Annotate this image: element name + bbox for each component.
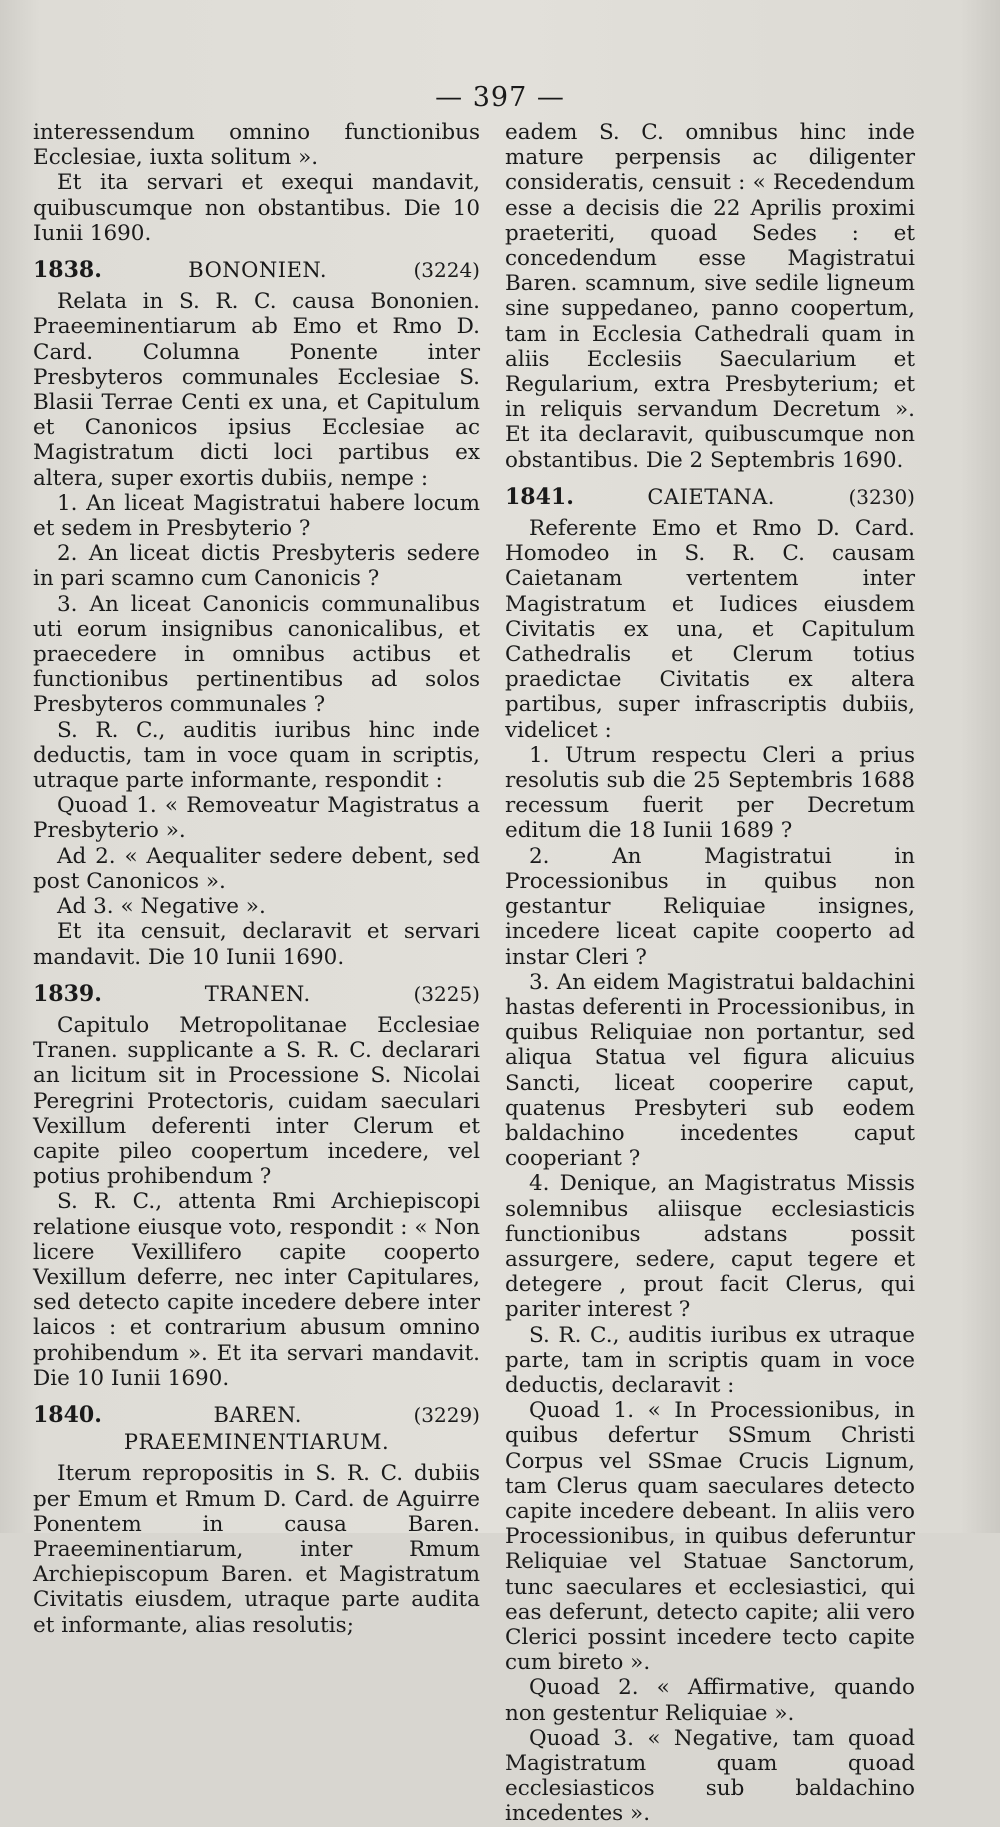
entry-heading-1839 bbox=[33, 982, 480, 1007]
paragraph: 1. An liceat Magistratui habere locum et sedem in Presbyterio ? bbox=[33, 490, 480, 542]
entry-number: 1839. bbox=[33, 980, 102, 1007]
paragraph: Referente Emo et Rmo D. Card. Homodeo in S. R. C. causam Caietanam vertentem inter Magistratum et Iudices eiusdem Civitatis ex una, et Capitulum Cathedralis et Clerum totius praedictae Civitatis ex altera partibus, super infrascriptis dubiis, videlicet : bbox=[505, 516, 915, 743]
paragraph: Ad 2. « Aequaliter sedere debent, sed post Canonicos ». bbox=[33, 843, 480, 894]
paragraph: Ad 3. « Negative ». bbox=[57, 894, 266, 920]
paragraph: S. R. C., attenta Rmi Archiepiscopi relatione eiusque voto, respondit : « Non licere Vexillifero capite cooperto Vexillum deferre, nec inter Capitulares, sed detecto capite incedere debere inter laicos : et contrarium abusum omnino prohibendum ». Et ita servari mandavit. Die 10 Iunii 1690. bbox=[33, 1189, 480, 1391]
paragraph: Quoad 1. « In Processionibus, in quibus defertur SSmum Christi Corpus vel SSmae Crucis Lignum, tam Clerus quam saeculares detecto capite incedere debeant. In aliis vero Processionibus, in quibus deferuntur Reliquiae vel Statuae Sanctorum, tunc saeculares et ecclesiastici, qui eas deferunt, detecto capite; alii vero Clerici possint incedere tecto capite cum bireto ». bbox=[505, 1398, 915, 1676]
entry-heading-1841 bbox=[505, 485, 915, 510]
left-column bbox=[33, 120, 480, 1638]
paragraph: Iterum repropositis in S. R. C. dubiis per Emum et Rmum D. Card. de Aguirre Ponentem in causa Baren. Praeeminentiarum, inter Rmum Archiepiscopum Baren. et Magistratum Civitatis eiusdem, utraque parte audita et informante, alias resolutis; bbox=[33, 1461, 480, 1638]
entry-reference: (3225) bbox=[413, 981, 480, 1006]
paragraph: eadem S. C. omnibus hinc inde mature perpensis ac diligenter consideratis, censuit : « Recedendum esse a decisis die 22 Aprilis proximi praeteriti, quoad Sedes : et concedendum esse Magistratui Baren. scamnum, sive sedile ligneum sine suppedaneo, panno coopertum, tam in Ecclesia Cathedrali quam in aliis Ecclesiis Saecularium et Regularium, extra Presbyterium; et in reliquis servandum Decretum ». Et ita declaravit, quibuscumque non obstantibus. Die 2 Septembris 1690. bbox=[505, 120, 915, 473]
entry-heading-1838 bbox=[33, 258, 480, 283]
right-column bbox=[505, 120, 915, 1827]
paragraph: Et ita servari et exequi mandavit, quibuscumque non obstantibus. Die 10 Iunii 1690. bbox=[33, 170, 480, 246]
entry-reference: (3230) bbox=[848, 484, 915, 509]
paragraph: Quoad 3. « Negative, tam quoad Magistratum quam quoad ecclesiasticos sub baldachino incedentes ». bbox=[505, 1725, 915, 1827]
paragraph: 2. An liceat dictis Presbyteris sedere in pari scamno cum Canonicis ? bbox=[33, 541, 480, 592]
paragraph: 2. An Magistratui in Processionibus in quibus non gestantur Reliquiae insignes, incedere liceat capite cooperto ad instar Cleri ? bbox=[505, 843, 915, 970]
entry-title: CAIETANA. bbox=[647, 484, 775, 509]
entry-heading-1840 bbox=[33, 1403, 480, 1428]
paragraph: Capitulo Metropolitanae Ecclesiae Tranen. supplicante a S. R. C. declarari an licitum sit in Processione S. Nicolai Peregrini Protectoris, cuidam saeculari Vexillum deferenti inter Clerum et capite pileo coopertum incedere, vel potius prohibendum ? bbox=[33, 1012, 480, 1190]
paragraph: Quoad 2. « Affirmative, quando non gestentur Reliquiae ». bbox=[505, 1675, 915, 1726]
paragraph: 3. An eidem Magistratui baldachini hastas deferenti in Processionibus, in quibus Reliquiae non portantur, sed aliqua Statua vel figura alicuius Sancti, liceat cooperire caput, quatenus Presbyteri sub eodem baldachino incedentes caput cooperiant ? bbox=[505, 969, 915, 1172]
entry-reference: (3224) bbox=[413, 258, 480, 283]
entry-number: 1840. bbox=[33, 1401, 102, 1428]
entry-number: 1838. bbox=[33, 257, 102, 284]
paragraph: 3. An liceat Canonicis communalibus uti eorum insignibus canonicalibus, et praecedere in omnibus actibus et functionibus pertinentibus ad solos Presbyteros communales ? bbox=[33, 591, 480, 718]
paragraph: S. R. C., auditis iuribus ex utraque parte, tam in scriptis quam in voce deductis, declaravit : bbox=[505, 1322, 915, 1398]
paragraph: interessendum omnino functionibus Ecclesiae, iuxta solitum ». bbox=[33, 120, 480, 171]
paragraph: 1. Utrum respectu Cleri a prius resolutis sub die 25 Septembris 1688 recessum fuerit per Decretum editum die 18 Iunii 1689 ? bbox=[505, 742, 915, 844]
paragraph: Relata in S. R. C. causa Bononien. Praeeminentiarum ab Emo et Rmo D. Card. Columna Ponente inter Presbyteros communales Ecclesiae S. Blasii Terrae Centi ex una, et Capitulum et Canonicos ipsius Ecclesiae ac Magistratum dicti loci partibus ex altera, super exortis dubiis, nempe : bbox=[33, 289, 480, 491]
entry-reference: (3229) bbox=[413, 1402, 480, 1427]
entry-title: BONONIEN. bbox=[188, 258, 328, 283]
page-number: — 397 — bbox=[435, 82, 565, 113]
entry-subtitle: PRAEEMINENTIARUM. bbox=[123, 1430, 390, 1455]
entry-title: BAREN. bbox=[213, 1402, 302, 1427]
entry-title: TRANEN. bbox=[204, 981, 311, 1006]
paragraph: Quoad 1. « Removeatur Magistratus a Presbyterio ». bbox=[33, 793, 480, 844]
paragraph: Et ita censuit, declaravit et servari mandavit. Die 10 Iunii 1690. bbox=[33, 919, 480, 970]
entry-number: 1841. bbox=[505, 483, 574, 510]
paragraph: S. R. C., auditis iuribus hinc inde deductis, tam in voce quam in scriptis, utraque parte informante, respondit : bbox=[33, 717, 480, 794]
paragraph: 4. Denique, an Magistratus Missis solemnibus aliisque ecclesiasticis functionibus adstans possit assurgere, sedere, caput tegere et detegere , prout facit Clerus, qui pariter interest ? bbox=[505, 1171, 915, 1323]
